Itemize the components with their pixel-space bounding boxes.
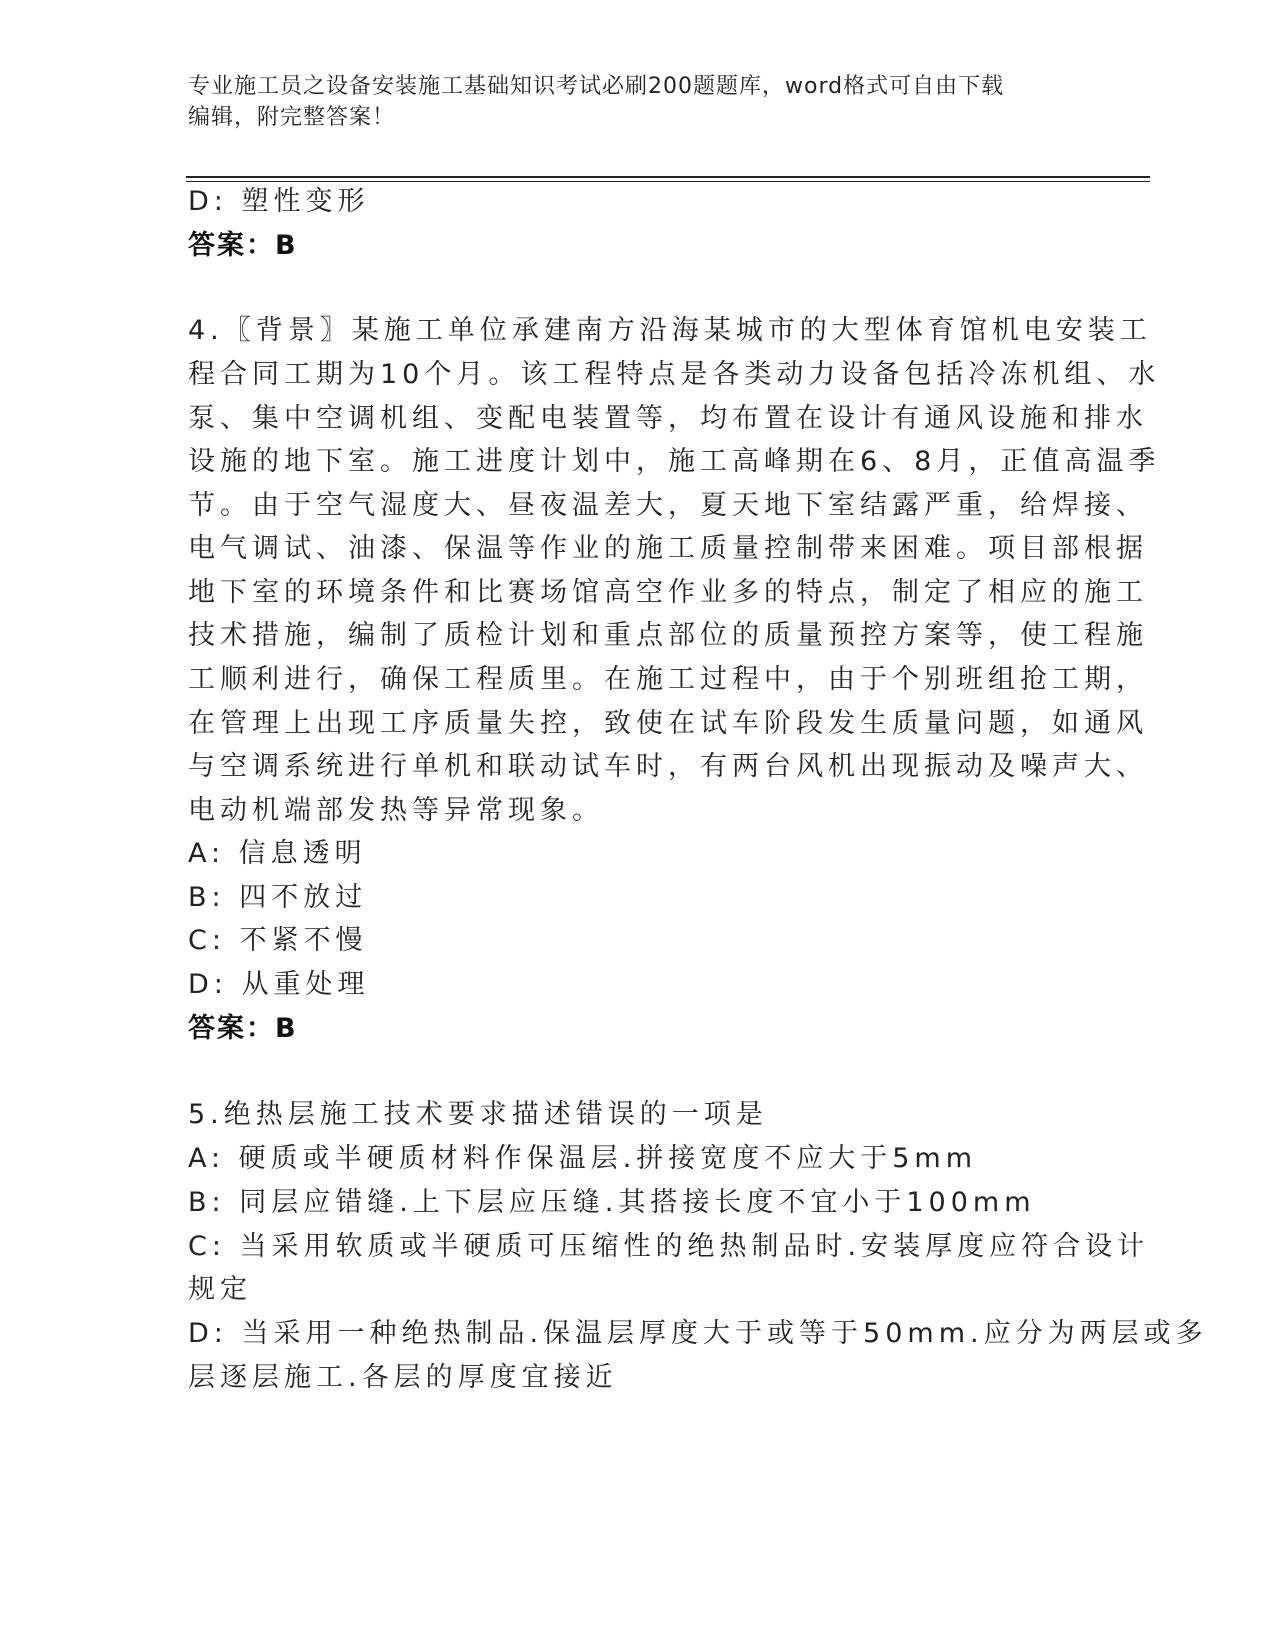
q5-option-c: C: 当采用软质或半硬质可压缩性的绝热制品时.安装厚度应符合设计 — [188, 1231, 1150, 1262]
q3-answer: 答案：B — [188, 230, 298, 261]
q4-stem-line: 电动机端部发热等异常现象。 — [188, 795, 604, 826]
q4-stem-line: 地下室的环境条件和比赛场馆高空作业多的特点，制定了相应的施工 — [188, 577, 1148, 608]
q4-stem-line: 电气调试、油漆、保温等作业的施工质量控制带来困难。项目部根据 — [188, 533, 1148, 564]
q5-option-d-continued: 层逐层施工.各层的厚度宜接近 — [188, 1362, 618, 1393]
q4-answer: 答案：B — [188, 1013, 298, 1044]
q4-stem-line: 泵、集中空调机组、变配电装置等，均布置在设计有通风设施和排水 — [188, 403, 1148, 434]
q4-stem-line: 工顺利进行，确保工程质里。在施工过程中，由于个别班组抢工期， — [188, 664, 1148, 695]
q4-option-c: C: 不紧不慢 — [188, 925, 368, 956]
q4-stem-line: 4.〖背景〗某施工单位承建南方沿海某城市的大型体育馆机电安装工 — [188, 315, 1152, 346]
q5-option-d: D: 当采用一种绝热制品.保温层厚度大于或等于50mm.应分为两层或多 — [188, 1318, 1208, 1349]
q4-option-a: A: 信息透明 — [188, 838, 367, 869]
q3-option-d: D: 塑性变形 — [188, 186, 370, 217]
q4-option-b: B: 四不放过 — [188, 882, 368, 913]
header-rule-thick — [186, 176, 1150, 178]
q4-stem-line: 节。由于空气湿度大、昼夜温差大，夏天地下室结露严重，给焊接、 — [188, 490, 1148, 521]
q4-stem-line: 设施的地下室。施工进度计划中，施工高峰期在6、8月，正值高温季 — [188, 446, 1161, 477]
q4-stem-line: 程合同工期为10个月。该工程特点是各类动力设备包括冷冻机组、水 — [188, 359, 1161, 390]
q4-stem-line: 在管理上出现工序质量失控，致使在试车阶段发生质量问题，如通风 — [188, 708, 1148, 739]
q4-stem-line: 技术措施，编制了质检计划和重点部位的质量预控方案等，使工程施 — [188, 620, 1148, 651]
q5-option-c-continued: 规定 — [188, 1274, 252, 1305]
q5-stem: 5.绝热层施工技术要求描述错误的一项是 — [188, 1099, 768, 1130]
header-title-line-2: 编辑，附完整答案！ — [188, 105, 396, 130]
header-title-line-1: 专业施工员之设备安装施工基础知识考试必刷200题题库，word格式可自由下载 — [188, 74, 1005, 99]
q4-stem-line: 与空调系统进行单机和联动试车时，有两台风机出现振动及噪声大、 — [188, 751, 1148, 782]
header-rule-thin — [186, 181, 1150, 182]
q4-option-d: D: 从重处理 — [188, 969, 370, 1000]
q5-option-b: B: 同层应错缝.上下层应压缝.其搭接长度不宜小于100mm — [188, 1187, 1036, 1218]
q5-option-a: A: 硬质或半硬质材料作保温层.拼接宽度不应大于5mm — [188, 1143, 978, 1174]
